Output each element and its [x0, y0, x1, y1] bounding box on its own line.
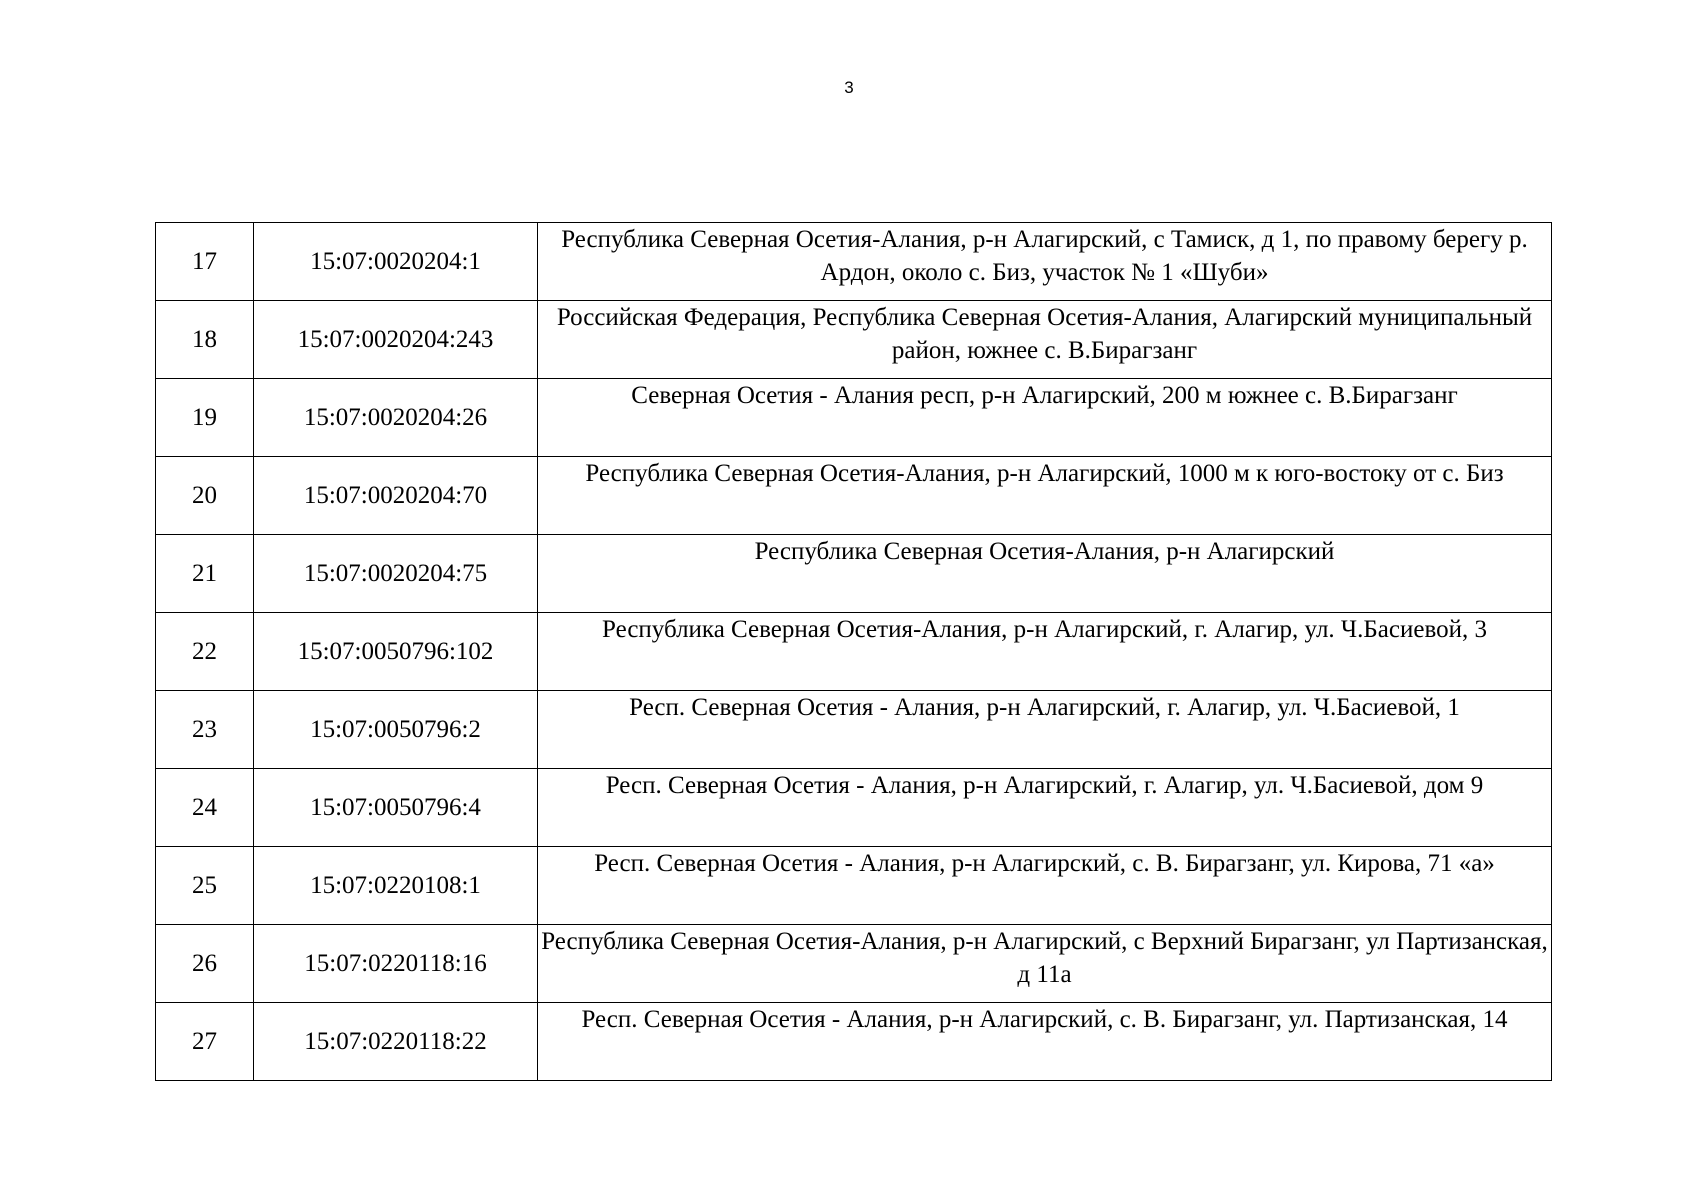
cadastral-number: 15:07:0050796:102: [254, 613, 538, 691]
row-number: 21: [156, 535, 254, 613]
row-number: 27: [156, 1003, 254, 1081]
table-row: [156, 535, 1552, 613]
row-number: 24: [156, 769, 254, 847]
table-row: [156, 769, 1552, 847]
table-row: [156, 1003, 1552, 1081]
parcels-table: [155, 222, 1552, 1081]
cadastral-number: 15:07:0050796:2: [254, 691, 538, 769]
cadastral-number: 15:07:0020204:75: [254, 535, 538, 613]
address: Республика Северная Осетия-Алания, р-н Алагирский, г. Алагир, ул. Ч.Басиевой, 3: [538, 613, 1552, 691]
address: Северная Осетия - Алания респ, р-н Алагирский, 200 м южнее с. В.Бирагзанг: [538, 379, 1552, 457]
row-number: 25: [156, 847, 254, 925]
row-number: 20: [156, 457, 254, 535]
row-number: 23: [156, 691, 254, 769]
address: Республика Северная Осетия-Алания, р-н Алагирский, 1000 м к юго-востоку от с. Биз: [538, 457, 1552, 535]
address: Респ. Северная Осетия - Алания, р-н Алагирский, г. Алагир, ул. Ч.Басиевой, дом 9: [538, 769, 1552, 847]
cadastral-number: 15:07:0020204:1: [254, 223, 538, 301]
row-number: 17: [156, 223, 254, 301]
row-number: 26: [156, 925, 254, 1003]
page-number: 3: [844, 78, 854, 97]
table-row: [156, 223, 1552, 301]
row-number: 19: [156, 379, 254, 457]
table-row: [156, 691, 1552, 769]
table-row: [156, 301, 1552, 379]
table-row: [156, 613, 1552, 691]
address: Российская Федерация, Республика Северная Осетия-Алания, Алагирский муниципальный район, южнее с. В.Бирагзанг: [538, 301, 1552, 379]
cadastral-number: 15:07:0220118:16: [254, 925, 538, 1003]
address: Респ. Северная Осетия - Алания, р-н Алагирский, с. В. Бирагзанг, ул. Кирова, 71 «а»: [538, 847, 1552, 925]
table-row: [156, 379, 1552, 457]
address: Республика Северная Осетия-Алания, р-н Алагирский, с Верхний Бирагзанг, ул Партизанская, д 11а: [538, 925, 1552, 1003]
address: Респ. Северная Осетия - Алания, р-н Алагирский, г. Алагир, ул. Ч.Басиевой, 1: [538, 691, 1552, 769]
cadastral-number: 15:07:0020204:243: [254, 301, 538, 379]
address: Республика Северная Осетия-Алания, р-н Алагирский: [538, 535, 1552, 613]
cadastral-number: 15:07:0220108:1: [254, 847, 538, 925]
cadastral-number: 15:07:0020204:26: [254, 379, 538, 457]
table-row: [156, 847, 1552, 925]
address: Респ. Северная Осетия - Алания, р-н Алагирский, с. В. Бирагзанг, ул. Партизанская, 14: [538, 1003, 1552, 1081]
table-row: [156, 457, 1552, 535]
address: Республика Северная Осетия-Алания, р-н Алагирский, с Тамиск, д 1, по правому берегу р. Ардон, около с. Биз, участок № 1 «Шуби»: [538, 223, 1552, 301]
table-row: [156, 925, 1552, 1003]
row-number: 22: [156, 613, 254, 691]
cadastral-number: 15:07:0050796:4: [254, 769, 538, 847]
cadastral-number: 15:07:0020204:70: [254, 457, 538, 535]
cadastral-number: 15:07:0220118:22: [254, 1003, 538, 1081]
row-number: 18: [156, 301, 254, 379]
